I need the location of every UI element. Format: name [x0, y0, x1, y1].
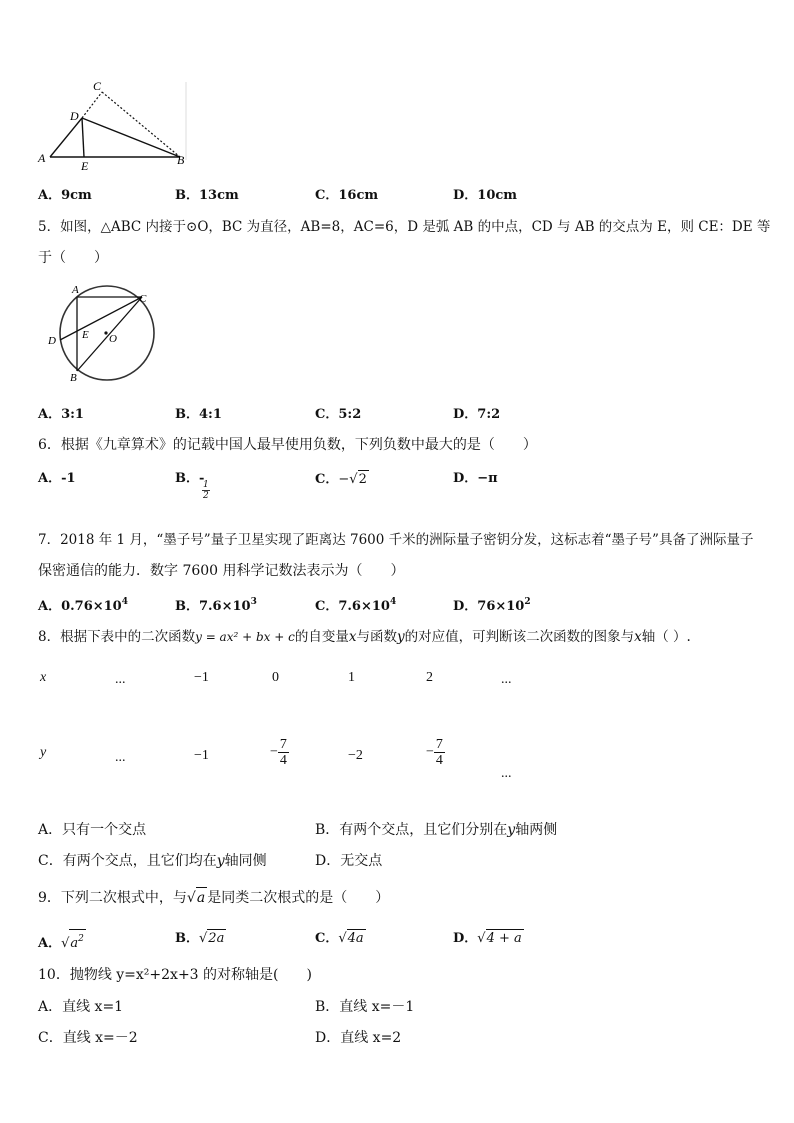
q10-option-d[interactable]: D．直线 x=2 [315, 1030, 402, 1046]
label-d: D [48, 335, 56, 347]
q7-option-b[interactable]: B．$7.6\times 10^3$ [175, 597, 257, 614]
label-d: D [70, 109, 79, 123]
table-x-cell: 1 [348, 670, 355, 685]
q6-option-c[interactable]: C．−√2 [315, 472, 367, 487]
q9-text: 9．下列二次根式中，与√a 是同类二次根式的是（ ） [38, 887, 389, 908]
label-a: A [38, 151, 46, 165]
q4-option-d[interactable]: D．10cm [453, 188, 518, 203]
label-o: O [109, 333, 117, 345]
table-y-cell: − $\frac{7}{4}$ [270, 737, 287, 768]
q8-option-b[interactable]: B．有两个交点，且它们分别在y轴两侧 [315, 822, 558, 838]
table-x-cell: ... [115, 672, 126, 687]
q10-option-b[interactable]: B．直线 x=－1 [315, 999, 415, 1015]
q5-text-line1: 5．如图，△ABC 内接于⊙O，BC 为直径，AB=8，AC=6，D 是弧 AB 的中点，CD 与 AB 的交点为 E，则 CE：DE 等 [38, 219, 771, 235]
q7-option-c[interactable]: C．$7.6\times 10^4$ [315, 597, 397, 614]
q8-text: 8．根据下表中的二次函数y = ax² + bx + c的自变量x与函数y的对应值，可判断该二次函数的图象与x轴（ ）. [38, 629, 691, 645]
q5-figure [40, 280, 160, 388]
table-x-cell: 2 [426, 670, 433, 685]
q9-option-d[interactable]: D．√4 + a [453, 931, 522, 946]
table-y-cell: −1 [194, 748, 209, 763]
q6-text: 6．根据《九章算术》的记载中国人最早使用负数，下列负数中最大的是（ ） [38, 437, 537, 453]
q6-option-b[interactable]: B．- [175, 471, 205, 486]
table-y-cell: ... [115, 750, 126, 765]
q9-option-c[interactable]: C．√4a [315, 931, 364, 946]
q4-figure [36, 78, 196, 170]
q6-option-b-fraction: 1 2 [203, 480, 209, 501]
q4-option-b[interactable]: B．13cm [175, 188, 239, 203]
q5-option-c[interactable]: C．5:2 [315, 407, 362, 422]
q9-option-b[interactable]: B．√2a [175, 931, 225, 946]
q8-option-c[interactable]: C．有两个交点，且它们均在y轴同侧 [38, 853, 267, 869]
table-y-cell: − $\frac{7}{4}$ [426, 737, 443, 768]
q6-option-a[interactable]: A．-1 [38, 471, 76, 486]
label-a: A [72, 284, 79, 296]
q4-option-c[interactable]: C．16cm [315, 188, 379, 203]
q8-option-d[interactable]: D．无交点 [315, 853, 383, 869]
label-b: B [177, 153, 185, 167]
label-e: E [81, 159, 89, 170]
table-x-cell: ... [501, 672, 512, 687]
label-c: C [139, 293, 147, 305]
table-x-cell: 0 [272, 670, 279, 685]
q5-option-a[interactable]: A．3:1 [38, 407, 84, 422]
triangle-figure [36, 78, 196, 170]
q8-option-a[interactable]: A．只有一个交点 [38, 822, 147, 838]
q7-option-a[interactable]: A．$0.76\times 10^4$ [38, 597, 128, 614]
label-b: B [70, 372, 77, 384]
q5-option-d[interactable]: D．7:2 [453, 407, 501, 422]
q7-text-line1: 7．2018 年 1 月，“墨子号”量子卫星实现了距离达 7600 千米的洲际量子密钥分发，这标志着“墨子号”具备了洲际量子 [38, 532, 754, 548]
table-x-label: x [40, 670, 47, 685]
q5-text-line2: 于（ ） [38, 250, 108, 266]
table-y-label: y [40, 745, 47, 760]
label-e: E [82, 329, 89, 341]
q5-option-b[interactable]: B．4:1 [175, 407, 222, 422]
label-c: C [93, 79, 102, 93]
q7-text-line2: 保密通信的能力．数字 7600 用科学记数法表示为（ ） [38, 563, 405, 579]
circle-figure [40, 280, 160, 388]
q7-option-d[interactable]: D．$76\times 10^2$ [453, 597, 531, 614]
q10-text: 10．抛物线 y=x²+2x+3 的对称轴是( ) [38, 967, 312, 983]
q9-option-a[interactable]: A．$√a^2$ [38, 929, 86, 953]
table-y-cell: −2 [348, 748, 363, 763]
q10-option-c[interactable]: C．直线 x=－2 [38, 1030, 138, 1046]
table-y-cell: ... [501, 766, 512, 781]
q10-option-a[interactable]: A．直线 x=1 [38, 999, 124, 1015]
q6-option-d[interactable]: D．−π [453, 471, 498, 486]
table-x-cell: −1 [194, 670, 209, 685]
q4-option-a[interactable]: A．9cm [38, 188, 92, 203]
